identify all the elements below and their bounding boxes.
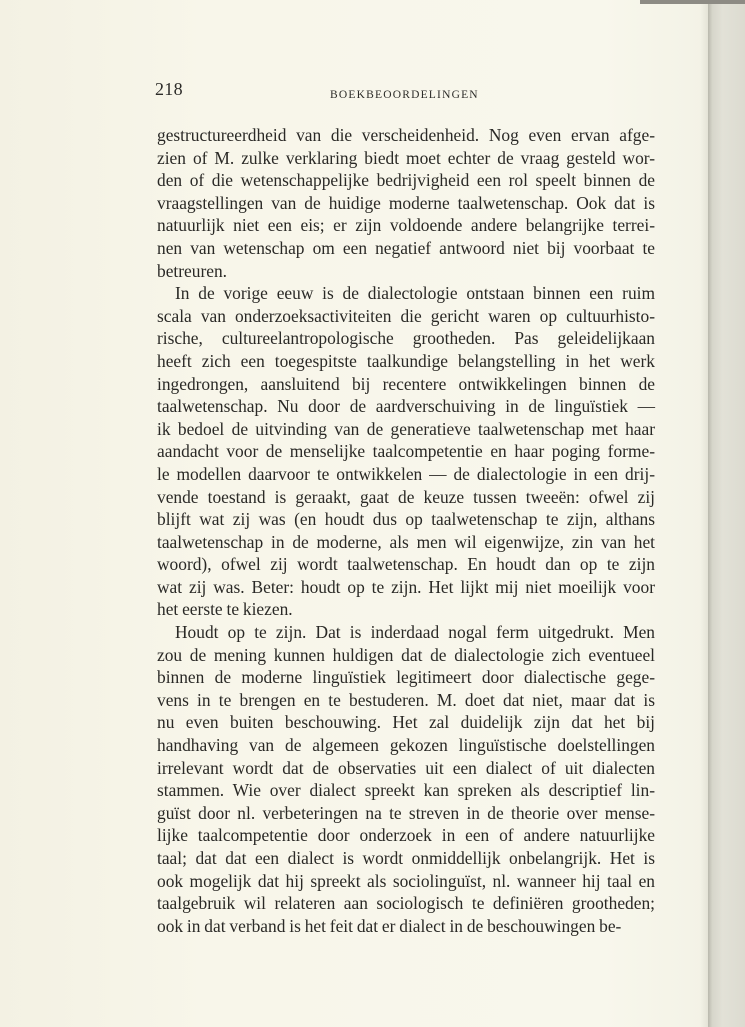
text-line: den of die wetenschappelijke bedrijvigheid een rol speelt binnen de	[157, 170, 655, 191]
scan-top-edge	[640, 0, 745, 4]
text-line: zou de mening kunnen huldigen dat de dialectologie zich eventueel	[157, 644, 655, 665]
text-line: stammen. Wie over dialect spreekt kan spreken als descriptief lin-	[157, 780, 655, 801]
text-line: wat zij was. Beter: houdt op te zijn. Het lijkt mij niet moeilijk voor	[157, 576, 655, 597]
text-line: woord), ofwel zij wordt taalwetenschap. En houdt dan op te zijn	[157, 554, 655, 575]
text-line: nu even buiten beschouwing. Het zal duidelijk zijn dat het bij	[157, 712, 655, 733]
page-binding-edge	[708, 0, 745, 1027]
text-line: vens in te brengen en te bestuderen. M. doet dat niet, maar dat is	[157, 689, 655, 710]
text-line: vraagstellingen van de huidige moderne taalwetenschap. Ook dat is	[157, 192, 655, 213]
running-head: BOEKBEOORDELINGEN	[330, 89, 479, 101]
text-line: aandacht voor de menselijke taalcompetentie en haar poging forme-	[157, 441, 655, 462]
text-line: binnen de moderne linguïstiek legitimeert door dialectische gege-	[157, 667, 655, 688]
text-line: natuurlijk niet een eis; er zijn voldoende andere belangrijke terrei-	[157, 215, 655, 236]
text-line: zien of M. zulke verklaring biedt moet echter de vraag gesteld wor-	[157, 147, 655, 168]
text-line: blijft wat zij was (en houdt dus op taalwetenschap te zijn, althans	[157, 509, 655, 530]
text-line: Houdt op te zijn. Dat is inderdaad nogal ferm uitgedrukt. Men	[175, 622, 655, 643]
body-text	[157, 124, 655, 937]
text-line: irrelevant wordt dat de observaties uit een dialect of uit dialecten	[157, 757, 655, 778]
text-line: ook in dat verband is het feit dat er dialect in de beschouwingen be-	[157, 915, 622, 936]
text-line: taal; dat dat een dialect is wordt onmiddellijk onbelangrijk. Het is	[157, 848, 655, 868]
text-line: heeft zich een toegespitste taalkundige belangstelling in het werk	[157, 350, 655, 371]
page-number: 218	[155, 79, 183, 99]
text-line: gestructureerdheid van die verscheidenheid. Nog even ervan afge-	[157, 125, 655, 145]
text-line: handhaving van de algemeen gekozen linguïstische doelstellingen	[157, 735, 655, 756]
text-line: ingedrongen, aansluitend bij recentere ontwikkelingen binnen de	[157, 373, 655, 394]
text-line: nen van wetenschap om een negatief antwoord niet bij voorbaat te	[157, 237, 655, 258]
paragraph	[157, 621, 655, 937]
paragraph	[157, 124, 655, 282]
text-line: vende toestand is geraakt, gaat de keuze tussen tweeën: ofwel zij	[157, 486, 655, 507]
text-line: lijke taalcompetentie door onderzoek in een of andere natuurlijke	[157, 825, 655, 846]
text-line: rische, cultureelantropologische grootheden. Pas geleidelijkaan	[157, 328, 655, 349]
text-line: In de vorige eeuw is de dialectologie ontstaan binnen een ruim	[175, 283, 655, 304]
paragraph	[157, 282, 655, 621]
text-line: le modellen daarvoor te ontwikkelen — de dialectologie in een drij-	[157, 463, 655, 484]
text-line: taalwetenschap. Nu door de aardverschuiving in de linguïstiek —	[157, 396, 655, 417]
text-line: ik bedoel de uitvinding van de generatieve taalwetenschap met haar	[157, 418, 655, 439]
text-line: scala van onderzoeksactiviteiten die gericht waren op cultuurhisto-	[157, 305, 655, 326]
text-line: taalgebruik wil relateren aan sociologisch te definiëren grootheden;	[157, 893, 655, 914]
text-line: het eerste te kiezen.	[157, 599, 293, 620]
text-line: betreuren.	[157, 260, 228, 281]
text-line: taalwetenschap in de moderne, als men wil eigenwijze, zin van het	[157, 531, 655, 552]
text-line: ook mogelijk dat hij spreekt als sociolinguïst, nl. wanneer hij taal en	[157, 870, 655, 891]
text-line: guïst door nl. verbeteringen na te streven in de theorie over mense-	[157, 802, 655, 823]
